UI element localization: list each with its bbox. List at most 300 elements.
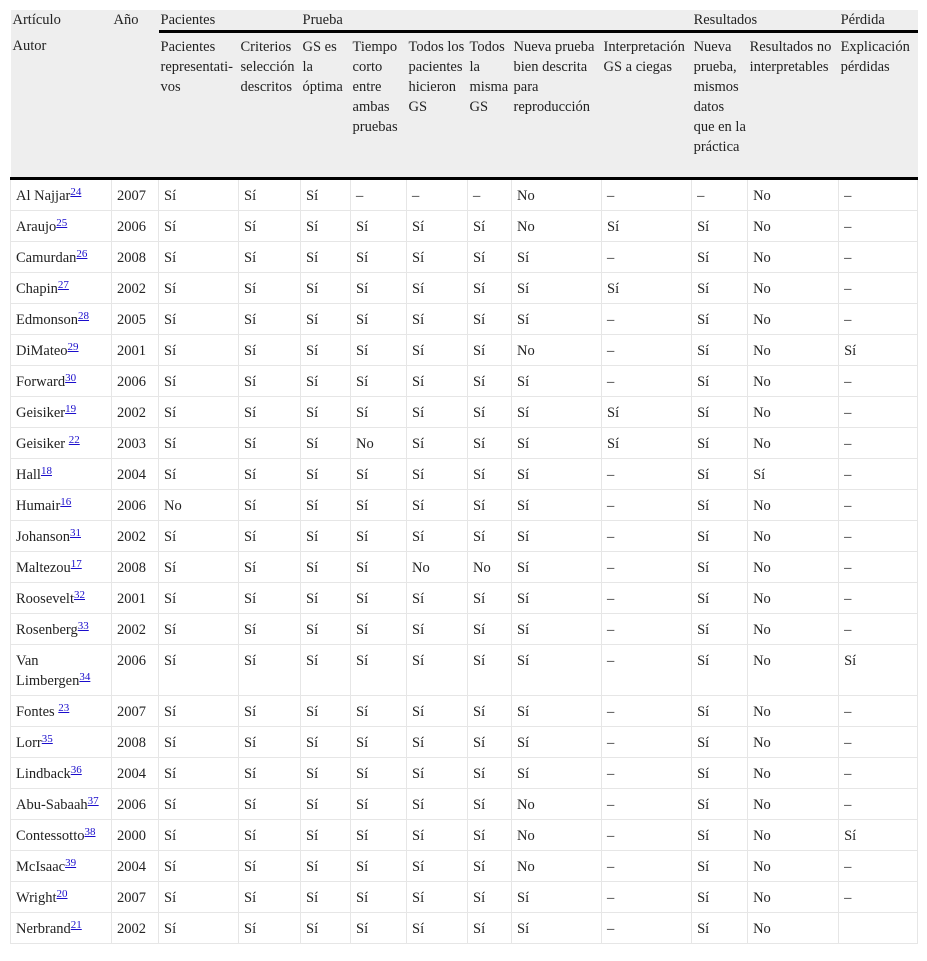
criterion-cell: Sí — [407, 490, 468, 521]
criterion-cell: Sí — [239, 273, 301, 304]
criterion-cell: Sí — [468, 758, 512, 789]
criterion-cell: No — [748, 428, 839, 459]
year-cell: 2006 — [112, 211, 159, 242]
criterion-cell: Sí — [351, 397, 407, 428]
table-row — [11, 552, 918, 583]
criterion-cell: Sí — [407, 366, 468, 397]
column-header — [112, 32, 159, 179]
criterion-cell: Sí — [512, 552, 602, 583]
criterion-cell: Sí — [407, 882, 468, 913]
author-cell — [11, 552, 112, 583]
reference-link[interactable]: 32 — [74, 589, 85, 601]
table-row — [11, 459, 918, 490]
year-cell: 2006 — [112, 789, 159, 820]
criterion-cell: – — [602, 758, 692, 789]
criterion-cell: Sí — [468, 789, 512, 820]
year-cell: 2004 — [112, 758, 159, 789]
year-cell: 2007 — [112, 696, 159, 727]
table-row — [11, 882, 918, 913]
criterion-cell: Sí — [239, 397, 301, 428]
criterion-cell: Sí — [512, 366, 602, 397]
criterion-cell: – — [602, 882, 692, 913]
criterion-cell: Sí — [351, 583, 407, 614]
criterion-cell: Sí — [512, 758, 602, 789]
criterion-cell: Sí — [407, 273, 468, 304]
reference-superscript — [60, 494, 71, 508]
reference-superscript — [41, 463, 52, 477]
year-cell: 2000 — [112, 820, 159, 851]
criterion-cell: No — [748, 727, 839, 758]
criterion-cell: Sí — [512, 242, 602, 273]
criterion-cell: Sí — [301, 727, 351, 758]
criterion-cell: Sí — [159, 758, 239, 789]
criterion-cell: No — [748, 696, 839, 727]
criterion-cell: Sí — [407, 335, 468, 366]
reference-link[interactable]: 38 — [84, 826, 96, 838]
criterion-cell: Sí — [602, 428, 692, 459]
author-name: Humair — [16, 498, 61, 514]
criterion-cell: Sí — [159, 696, 239, 727]
criterion-cell: Sí — [407, 789, 468, 820]
criterion-cell: Sí — [239, 696, 301, 727]
criterion-cell: Sí — [159, 882, 239, 913]
criterion-cell: Sí — [159, 179, 239, 211]
criterion-cell: – — [839, 273, 918, 304]
criterion-cell: Sí — [239, 614, 301, 645]
criterion-cell: Sí — [468, 366, 512, 397]
criterion-cell: Sí — [468, 304, 512, 335]
criterion-cell: Sí — [301, 913, 351, 944]
criterion-cell: – — [839, 758, 918, 789]
criterion-cell: Sí — [301, 552, 351, 583]
reference-link[interactable]: 28 — [78, 310, 90, 322]
author-name: DiMateo — [16, 343, 68, 359]
criterion-cell: Sí — [692, 614, 748, 645]
reference-link[interactable]: 21 — [70, 919, 82, 931]
criterion-cell: Sí — [692, 459, 748, 490]
author-name: Geisiker — [16, 405, 66, 421]
criterion-cell: Sí — [239, 758, 301, 789]
criterion-cell: Sí — [159, 727, 239, 758]
criterion-cell: Sí — [468, 614, 512, 645]
table-header — [11, 10, 918, 179]
reference-link[interactable]: 17 — [70, 558, 82, 570]
criterion-cell: No — [748, 851, 839, 882]
column-header: Pacientes representati-vos — [159, 32, 239, 179]
column-header: Todos la misma GS — [468, 32, 512, 179]
year-cell: 2004 — [112, 459, 159, 490]
criterion-cell: Sí — [351, 242, 407, 273]
author-name: Johanson — [16, 529, 70, 545]
reference-superscript — [78, 618, 89, 632]
reference-link[interactable]: 31 — [69, 527, 81, 539]
author-cell — [11, 397, 112, 428]
reference-link[interactable]: 29 — [67, 341, 79, 353]
criterion-cell: Sí — [159, 614, 239, 645]
criterion-cell: Sí — [692, 335, 748, 366]
criterion-cell: Sí — [692, 304, 748, 335]
reference-superscript — [70, 184, 81, 198]
criterion-cell: Sí — [351, 304, 407, 335]
criterion-cell: – — [839, 397, 918, 428]
criterion-cell: No — [748, 179, 839, 211]
author-name: Fontes — [16, 704, 59, 720]
author-name: Hall — [16, 467, 41, 483]
criterion-cell: No — [512, 179, 602, 211]
criterion-cell: – — [839, 727, 918, 758]
reference-superscript — [65, 370, 76, 384]
criterion-cell: Sí — [239, 490, 301, 521]
criterion-cell: Sí — [301, 820, 351, 851]
reference-link[interactable]: 25 — [56, 217, 68, 229]
criterion-cell: Sí — [301, 335, 351, 366]
year-cell: 2007 — [112, 882, 159, 913]
year-cell: 2005 — [112, 304, 159, 335]
group-header-row — [11, 10, 918, 32]
reference-link[interactable]: 18 — [40, 465, 52, 477]
criterion-cell: Sí — [468, 211, 512, 242]
criterion-cell: Sí — [692, 882, 748, 913]
criterion-cell: No — [748, 614, 839, 645]
criterion-cell: No — [748, 789, 839, 820]
criterion-cell: Sí — [301, 521, 351, 552]
author-name: McIsaac — [16, 859, 66, 875]
reference-superscript — [58, 277, 69, 291]
criterion-cell: No — [748, 882, 839, 913]
criterion-cell: Sí — [468, 242, 512, 273]
reference-link[interactable]: 23 — [58, 702, 70, 714]
criterion-cell: Sí — [512, 397, 602, 428]
reference-superscript — [42, 731, 53, 745]
reference-superscript — [74, 587, 85, 601]
criterion-cell: Sí — [239, 179, 301, 211]
year-cell: 2008 — [112, 727, 159, 758]
reference-link[interactable]: 26 — [76, 248, 88, 260]
criterion-cell: – — [468, 179, 512, 211]
column-header: Nueva prueba bien descrita para reproducción — [512, 32, 602, 179]
column-header: Todos los pacientes hicieron GS — [407, 32, 468, 179]
criterion-cell: Sí — [351, 521, 407, 552]
criterion-cell: – — [839, 583, 918, 614]
criterion-cell: Sí — [512, 428, 602, 459]
author-cell — [11, 820, 112, 851]
criterion-cell: Sí — [468, 428, 512, 459]
table-row — [11, 789, 918, 820]
author-cell — [11, 645, 112, 696]
author-cell — [11, 366, 112, 397]
author-cell — [11, 490, 112, 521]
criterion-cell: Sí — [839, 820, 918, 851]
criterion-cell: No — [748, 335, 839, 366]
criterion-cell: – — [839, 552, 918, 583]
author-name: Contessotto — [16, 828, 85, 844]
table-row — [11, 727, 918, 758]
author-cell — [11, 913, 112, 944]
criterion-cell: Sí — [468, 913, 512, 944]
criterion-cell: Sí — [692, 397, 748, 428]
criterion-cell: Sí — [239, 304, 301, 335]
criterion-cell: Sí — [407, 428, 468, 459]
criterion-cell: Sí — [159, 521, 239, 552]
criterion-cell: No — [512, 851, 602, 882]
criterion-cell: Sí — [301, 242, 351, 273]
criterion-cell: Sí — [351, 851, 407, 882]
reference-link[interactable]: 36 — [70, 764, 82, 776]
criterion-cell: Sí — [159, 211, 239, 242]
table-row — [11, 273, 918, 304]
criterion-cell: Sí — [159, 820, 239, 851]
criterion-cell: Sí — [351, 696, 407, 727]
criterion-cell: Sí — [468, 335, 512, 366]
criterion-cell: Sí — [468, 645, 512, 696]
criterion-cell: Sí — [159, 645, 239, 696]
criterion-cell: – — [602, 645, 692, 696]
author-name: Lindback — [16, 766, 71, 782]
criterion-cell: Sí — [239, 335, 301, 366]
criterion-cell: Sí — [468, 820, 512, 851]
criterion-cell: Sí — [512, 583, 602, 614]
criterion-cell: Sí — [692, 273, 748, 304]
table-row — [11, 521, 918, 552]
reference-superscript — [76, 246, 87, 260]
criterion-cell: – — [839, 428, 918, 459]
criterion-cell: – — [839, 521, 918, 552]
criterion-cell: Sí — [351, 614, 407, 645]
criterion-cell: No — [748, 583, 839, 614]
criterion-cell: No — [748, 397, 839, 428]
column-header: Tiempo corto entre ambas pruebas — [351, 32, 407, 179]
criterion-cell: Sí — [159, 397, 239, 428]
criterion-cell: Sí — [239, 882, 301, 913]
criterion-cell: Sí — [351, 490, 407, 521]
criterion-cell: Sí — [748, 459, 839, 490]
header-group-pacientes: Pacientes — [159, 10, 301, 32]
reference-link[interactable]: 34 — [79, 671, 91, 683]
year-cell: 2002 — [112, 273, 159, 304]
year-cell: 2008 — [112, 242, 159, 273]
reference-superscript — [68, 339, 79, 353]
year-cell: 2006 — [112, 490, 159, 521]
criterion-cell: Sí — [692, 366, 748, 397]
criterion-cell: Sí — [468, 521, 512, 552]
criterion-cell: – — [839, 696, 918, 727]
criterion-cell: – — [602, 179, 692, 211]
reference-link[interactable]: 33 — [77, 620, 89, 632]
criterion-cell: Sí — [239, 583, 301, 614]
criterion-cell: – — [602, 521, 692, 552]
reference-link[interactable]: 16 — [60, 496, 72, 508]
year-cell: 2006 — [112, 645, 159, 696]
year-cell: 2008 — [112, 552, 159, 583]
author-cell — [11, 583, 112, 614]
author-name: Van Limbergen — [16, 653, 80, 689]
criterion-cell: Sí — [351, 459, 407, 490]
table-row — [11, 211, 918, 242]
criterion-cell: No — [748, 490, 839, 521]
reference-superscript — [69, 432, 80, 446]
criterion-cell: – — [602, 696, 692, 727]
reference-superscript — [71, 762, 82, 776]
column-header: Criterios selección descritos — [239, 32, 301, 179]
criterion-cell: Sí — [159, 851, 239, 882]
criterion-cell: – — [602, 614, 692, 645]
reference-link[interactable]: 20 — [56, 888, 68, 900]
criterion-cell: Sí — [468, 696, 512, 727]
criterion-cell: Sí — [407, 397, 468, 428]
criterion-cell: Sí — [159, 428, 239, 459]
reference-superscript — [71, 556, 82, 570]
reference-link[interactable]: 35 — [41, 733, 53, 745]
author-name: Maltezou — [16, 560, 71, 576]
criterion-cell: – — [839, 304, 918, 335]
criterion-cell: No — [748, 645, 839, 696]
criterion-cell: – — [602, 789, 692, 820]
criterion-cell: Sí — [351, 789, 407, 820]
criterion-cell: Sí — [692, 552, 748, 583]
table-row — [11, 428, 918, 459]
criterion-cell: Sí — [239, 727, 301, 758]
reference-superscript — [84, 824, 95, 838]
criterion-cell: Sí — [351, 758, 407, 789]
author-cell — [11, 696, 112, 727]
reference-link[interactable]: 37 — [87, 795, 99, 807]
criterion-cell: – — [602, 304, 692, 335]
criterion-cell: Sí — [351, 913, 407, 944]
criterion-cell: – — [839, 366, 918, 397]
criterion-cell: Sí — [407, 459, 468, 490]
criterion-cell: – — [602, 820, 692, 851]
criterion-cell: Sí — [301, 459, 351, 490]
criterion-cell: Sí — [468, 851, 512, 882]
criterion-cell: – — [839, 459, 918, 490]
criterion-cell: Sí — [239, 428, 301, 459]
criterion-cell: Sí — [468, 882, 512, 913]
reference-superscript — [79, 669, 90, 683]
criterion-cell: Sí — [159, 273, 239, 304]
author-cell — [11, 758, 112, 789]
table-row — [11, 820, 918, 851]
criterion-cell: – — [602, 913, 692, 944]
author-name: Chapin — [16, 281, 58, 297]
table-row — [11, 913, 918, 944]
criterion-cell: Sí — [159, 552, 239, 583]
reference-link[interactable]: 27 — [57, 279, 69, 291]
criterion-cell: Sí — [692, 758, 748, 789]
criterion-cell: Sí — [468, 273, 512, 304]
criterion-cell: – — [839, 789, 918, 820]
criterion-cell: Sí — [301, 273, 351, 304]
criterion-cell: Sí — [159, 913, 239, 944]
criterion-cell: Sí — [468, 459, 512, 490]
criterion-cell: No — [512, 789, 602, 820]
criterion-cell: Sí — [512, 645, 602, 696]
criterion-cell: No — [748, 366, 839, 397]
table-row — [11, 758, 918, 789]
reference-link[interactable]: 19 — [65, 403, 77, 415]
criterion-cell: Sí — [239, 913, 301, 944]
criterion-cell: – — [602, 583, 692, 614]
table-row — [11, 583, 918, 614]
criterion-cell: – — [839, 614, 918, 645]
criterion-cell: Sí — [301, 428, 351, 459]
year-cell: 2002 — [112, 913, 159, 944]
criterion-cell: – — [602, 552, 692, 583]
reference-link[interactable]: 22 — [68, 434, 80, 446]
author-cell — [11, 882, 112, 913]
reference-superscript — [70, 525, 81, 539]
criterion-cell: Sí — [512, 459, 602, 490]
author-cell — [11, 273, 112, 304]
reference-superscript — [58, 700, 69, 714]
year-cell: 2003 — [112, 428, 159, 459]
criterion-cell: Sí — [692, 521, 748, 552]
column-header: Explicación pérdidas — [839, 32, 918, 179]
year-cell: 2004 — [112, 851, 159, 882]
criterion-cell: Sí — [407, 820, 468, 851]
criterion-cell: Sí — [239, 552, 301, 583]
criterion-cell: – — [839, 490, 918, 521]
criterion-cell: No — [748, 913, 839, 944]
criterion-cell: – — [602, 459, 692, 490]
criterion-cell: – — [407, 179, 468, 211]
criterion-cell: Sí — [692, 428, 748, 459]
criterion-cell: Sí — [351, 820, 407, 851]
criterion-cell: – — [602, 727, 692, 758]
criterion-cell: Sí — [512, 727, 602, 758]
reference-link[interactable]: 24 — [70, 186, 82, 198]
criterion-cell: Sí — [301, 397, 351, 428]
criterion-cell: Sí — [512, 273, 602, 304]
criterion-cell: Sí — [602, 397, 692, 428]
criterion-cell: Sí — [407, 727, 468, 758]
criterion-cell: Sí — [512, 882, 602, 913]
author-name: Geisiker — [16, 436, 69, 452]
criterion-cell: Sí — [351, 366, 407, 397]
table-row — [11, 242, 918, 273]
criterion-cell: Sí — [301, 490, 351, 521]
criterion-cell: Sí — [301, 304, 351, 335]
author-cell — [11, 428, 112, 459]
header-articulo: Artículo — [11, 10, 112, 32]
criterion-cell: No — [512, 820, 602, 851]
table-row — [11, 851, 918, 882]
criterion-cell: Sí — [692, 645, 748, 696]
year-cell: 2002 — [112, 397, 159, 428]
criterion-cell: Sí — [301, 882, 351, 913]
criterion-cell: Sí — [692, 583, 748, 614]
criterion-cell: Sí — [159, 366, 239, 397]
reference-link[interactable]: 39 — [65, 857, 77, 869]
criterion-cell: No — [159, 490, 239, 521]
header-group-resultados: Resultados — [692, 10, 839, 32]
column-header: GS es la óptima — [301, 32, 351, 179]
criterion-cell: Sí — [692, 851, 748, 882]
table-row — [11, 335, 918, 366]
year-cell: 2001 — [112, 583, 159, 614]
reference-link[interactable]: 30 — [65, 372, 77, 384]
criterion-cell: Sí — [301, 758, 351, 789]
column-header: Autor — [11, 32, 112, 179]
table-row — [11, 366, 918, 397]
criterion-cell: Sí — [239, 820, 301, 851]
author-cell — [11, 727, 112, 758]
reference-superscript — [65, 401, 76, 415]
criterion-cell: Sí — [692, 913, 748, 944]
criterion-cell: Sí — [512, 490, 602, 521]
criterion-cell: No — [748, 273, 839, 304]
criterion-cell: Sí — [692, 211, 748, 242]
table-row — [11, 490, 918, 521]
